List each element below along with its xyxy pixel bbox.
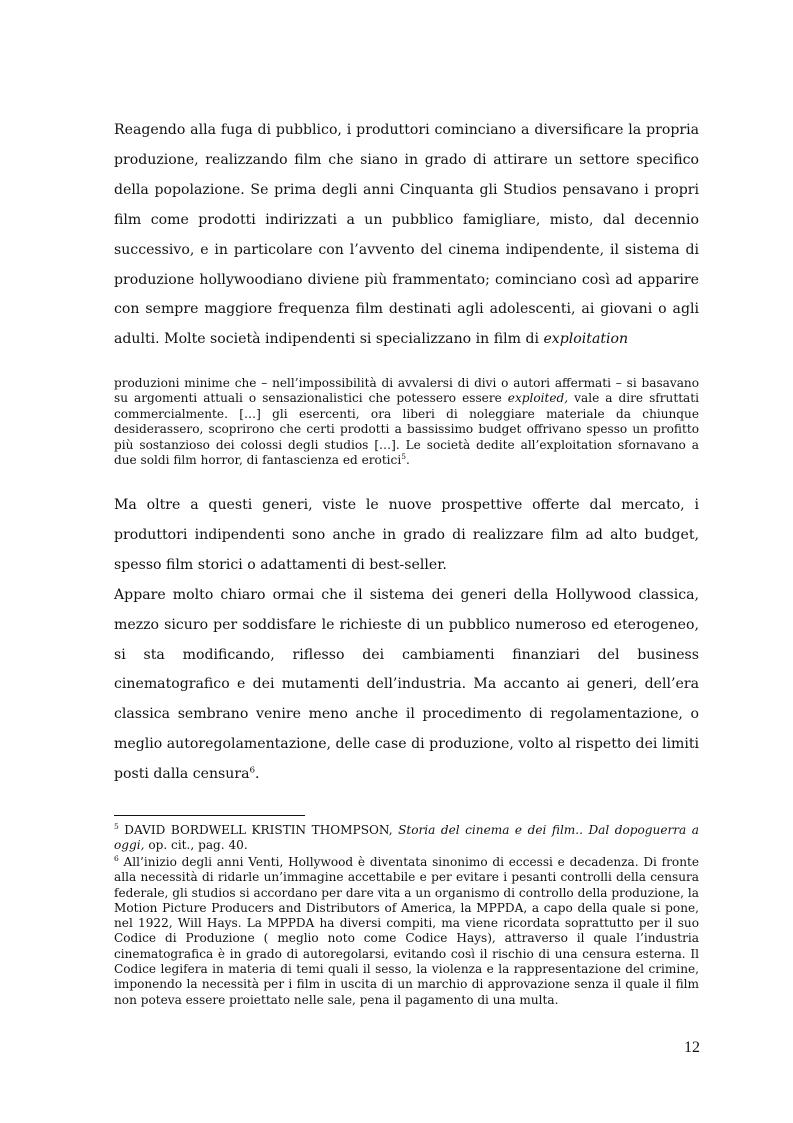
footnote-6 bbox=[114, 855, 699, 1008]
page-number: 12 bbox=[684, 1039, 700, 1056]
block-quote bbox=[114, 376, 699, 468]
quote-text: produzioni minime che – nell’impossibilità di avvalersi di divi o autori affermati – si basavano su argomenti attuali o sensazionalistici che potessero essere bbox=[114, 376, 699, 406]
footnote-number: 6 bbox=[114, 853, 119, 863]
paragraph-text: Reagendo alla fuga di pubblico, i produttori cominciano a diversificare la propria produzione, realizzando film che siano in grado di attirare un settore specifico della popolazione. Se prima degli anni Cinquanta gli Studios pensavano i propri film come prodotti indirizzati a un pubblico famigliare, misto, dal decennio successivo, e in particolare con l’avvento del cinema indipendente, il sistema di produzione hollywoodiano diviene più frammentato; cominciano così ad apparire con sempre maggiore frequenza film destinati agli adolescenti, ai giovani o agli adulti. Molte società indipendenti si specializzano in film di bbox=[114, 122, 699, 348]
paragraph-text: Appare molto chiaro ormai che il sistema dei generi della Hollywood classica, mezzo sicuro per soddisfare le richieste di un pubblico numeroso ed eterogeneo, si sta modificando, riflesso dei cambiamenti finanziari del business cinematografico e dei mutamenti dell’industria. Ma accanto ai generi, dell’era classica sembrano venire meno anche il procedimento di regolamentazione, o meglio autoregolamentazione, delle case di produzione, volto al rispetto dei limiti posti dalla censura bbox=[114, 586, 699, 783]
footnote-number: 5 bbox=[114, 821, 119, 831]
body-section-2 bbox=[114, 491, 699, 790]
paragraph-end-punctuation: . bbox=[255, 766, 260, 783]
body-paragraph-3 bbox=[114, 581, 699, 790]
footnote-text-continued: op. cit., pag. 40. bbox=[144, 838, 248, 853]
footnote-separator bbox=[114, 815, 305, 816]
body-paragraph-1 bbox=[114, 116, 699, 355]
quote-text-continued: vale a dire sfruttati commercialmente. […] gli esercenti, ora liberi di noleggiare materiale da chiunque desiderassero, scoprirono che certi prodotti a bassissimo budget offrivano spesso un profitto più sostanzioso dei colossi degli studios […]. Le società dedite all’exploitation sfornavano a due soldi film horror, di fantascienza ed erotici bbox=[114, 391, 699, 468]
paragraph-text: Ma oltre a questi generi, viste le nuove prospettive offerte dal mercato, i produttori indipendenti sono anche in grado di realizzare film ad alto budget, spesso film storici o adattamenti di best-seller. bbox=[114, 497, 699, 573]
footnote-title: Storia del cinema e dei film.. Dal dopoguerra a oggi, bbox=[114, 823, 699, 853]
quote-italic-term: exploited, bbox=[507, 391, 569, 406]
quote-end-punctuation: . bbox=[405, 453, 410, 468]
footnote-text: DAVID BORDWELL KRISTIN THOMPSON, bbox=[118, 823, 399, 837]
footnote-5 bbox=[114, 823, 699, 854]
footnote-reference-6[interactable]: 6 bbox=[249, 765, 256, 776]
footnote-text: All’inizio degli anni Venti, Hollywood è diventata sinonimo di eccessi e decadenza. Di fronte alla necessità di ridarle un’immagine accettabile e per evitare i pesanti controlli della censura federale, gli studios si accordano per dare vita a un organismo di controllo della produzione, la Motion Picture Producers and Distributors of America, la MPPDA, a capo della quale si pone, nel 1922, Will Hays. La MPPDA ha diversi compiti, ma viene ricordata soprattutto per il suo Codice di Produzione ( meglio noto come Codice Hays), attraverso il quale l’industria cinematografica è in grado di autoregolarsi, evitando così il rischio di una censura esterna. Il Codice legifera in materia di temi quali il sesso, la violenza e la rappresentazione del crimine, imponendo la necessità per i film in uscita di un marchio di approvazione senza il quale il film non poteva essere proiettato nelle sale, pena il pagamento di una multa. bbox=[114, 855, 699, 1007]
italic-term: exploitation bbox=[543, 331, 629, 348]
footnote-reference-5[interactable]: 5 bbox=[401, 452, 406, 461]
body-paragraph-2 bbox=[114, 491, 699, 581]
